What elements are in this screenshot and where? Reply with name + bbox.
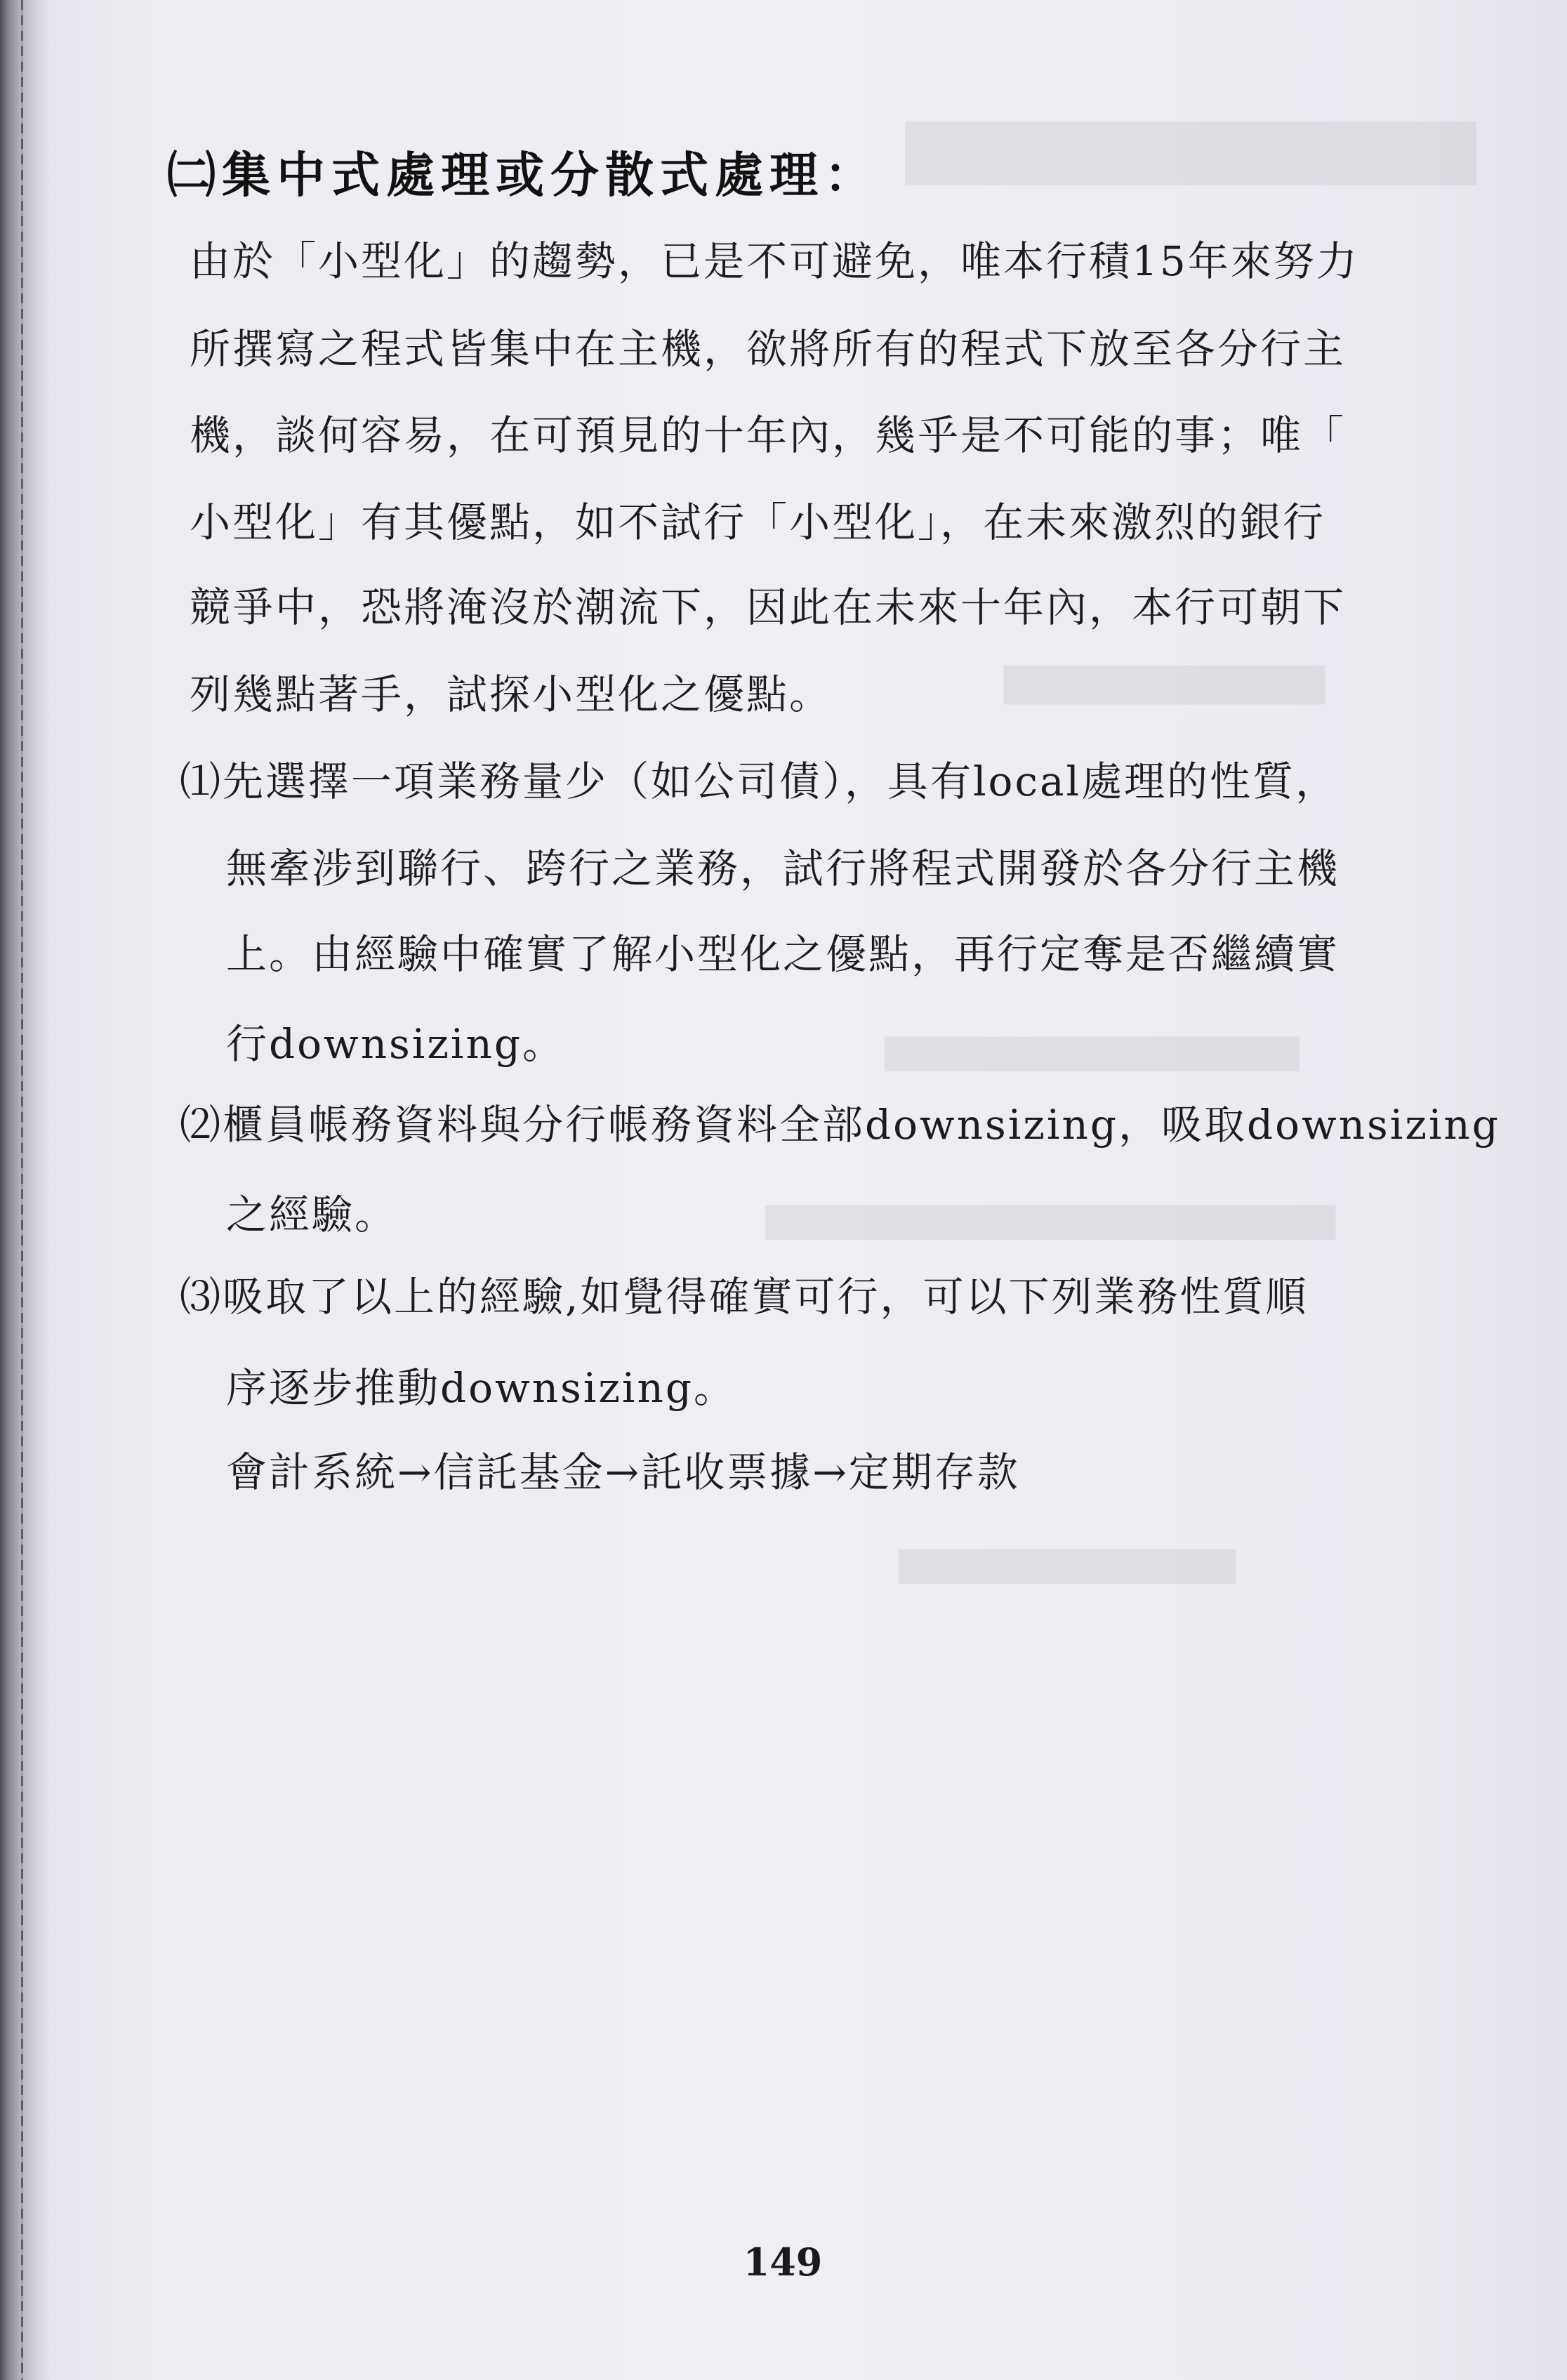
bleed-through-shadow: ▇▇▇▇▇▇▇▇▇▇▇ xyxy=(1004,660,1325,704)
bleed-through-shadow: ▇▇▇▇▇▇▇▇▇▇▇▇▇▇▇▇▇▇▇▇▇▇ xyxy=(765,1201,1336,1240)
paragraph-line: 競爭中，恐將淹沒於潮流下，因此在未來十年內，本行可朝下 xyxy=(190,583,1347,631)
list-item-line: 之經驗。 xyxy=(226,1191,398,1238)
list-item-line: ⑶吸取了以上的經驗,如覺得確實可行，可以下列業務性質順 xyxy=(180,1273,1309,1321)
section-heading: ㈡集中式處理或分散式處理： xyxy=(167,147,879,204)
bleed-through-shadow: ▇▇▇▇▇▇▇▇▇▇▇▇▇▇▇▇ xyxy=(885,1032,1300,1071)
list-item-line: 序逐步推動downsizing。 xyxy=(226,1364,736,1412)
paragraph-line: 機，談何容易，在可預見的十年內，幾乎是不可能的事；唯「 xyxy=(190,411,1347,459)
page-number: 149 xyxy=(743,2240,823,2285)
book-spine-shadow xyxy=(0,0,49,2380)
bleed-through-shadow: ▇▇▇▇▇▇▇▇▇▇▇▇ xyxy=(906,112,1476,185)
paragraph-line: 列幾點著手，試探小型化之優點。 xyxy=(190,670,833,718)
list-item-line: 行downsizing。 xyxy=(226,1020,565,1068)
paragraph-line: 所撰寫之程式皆集中在主機，欲將所有的程式下放至各分行主 xyxy=(190,325,1347,373)
list-item-line: 上。由經驗中確實了解小型化之優點，再行定奪是否繼續實 xyxy=(226,930,1340,978)
binding-stitch-line xyxy=(21,0,23,2380)
paragraph-line: 由於「小型化」的趨勢，已是不可避免，唯本行積15年來努力 xyxy=(190,237,1359,285)
bleed-through-shadow: ▇▇▇▇▇▇▇▇▇▇▇▇▇ xyxy=(899,1545,1236,1584)
paragraph-line: 小型化」有其優點，如不試行「小型化」，在未來激烈的銀行 xyxy=(190,498,1326,546)
process-sequence: 會計系統→信託基金→託收票據→定期存款 xyxy=(226,1448,1020,1496)
list-item-line: ⑴先選擇一項業務量少（如公司債），具有local處理的性質， xyxy=(180,758,1339,805)
list-item-line: 無牽涉到聯行、跨行之業務，試行將程式開發於各分行主機 xyxy=(226,845,1340,892)
list-item-line: ⑵櫃員帳務資料與分行帳務資料全部downsizing，吸取downsizing xyxy=(180,1101,1500,1149)
